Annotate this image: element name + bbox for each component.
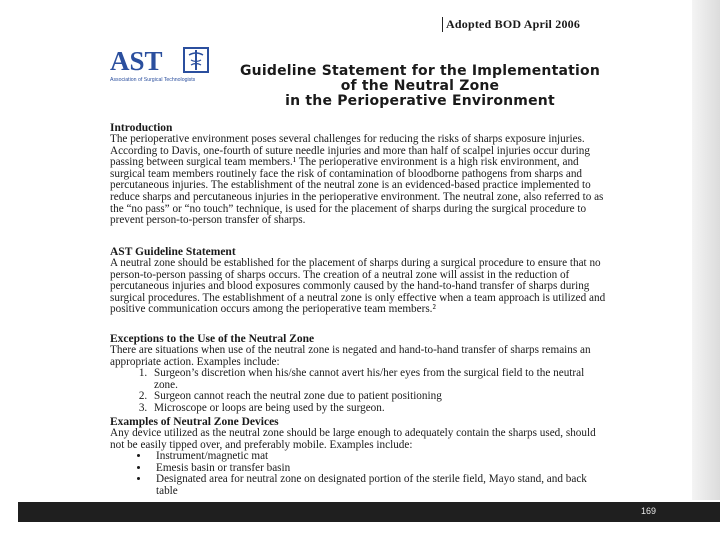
title-line-3: in the Perioperative Environment (285, 93, 555, 109)
guideline-text: A neutral zone should be established for the placement of sharps during a surgical procedure to ensure that no person-to-person passing of sharps occurs. The creation of a neutral zone will assist in the reduction of percutaneous injuries and blood exposures commonly caused by the hand-to-hand transfer of sharps during surgical procedures. The establishment of a neutral zone is only effective when a team approach is utilized and positive communication occurs among the perioperative team members.² (110, 257, 606, 316)
introduction-text: The perioperative environment poses several challenges for reducing the risks of sharps exposure injuries. According to Davis, one-fourth of suture needle injuries and more than half of scalpel injuries occur during passing between surgical team members.¹ The perioperative environment is a high risk environment, and surgical team members routinely face the risk of contamination of bloodborne pathogens from sharps and percutaneous injuries. The establishment of the neutral zone is an evidenced-based practice implemented to reduce sharps and percutaneous injuries in the perioperative environment. The neutral zone, also referred to as the “no pass” or “no touch” technique, is used for the placement of sharps during the surgical procedure to prevent person-to-person transfer of sharps. (110, 133, 604, 227)
introduction-section (110, 122, 610, 227)
exceptions-list (110, 368, 610, 414)
devices-list (110, 451, 610, 497)
title-line-2: of the Neutral Zone (340, 78, 500, 94)
adopted-date: Adopted BOD April 2006 (442, 17, 580, 32)
device-item: • Designated area for neutral zone on designated portion of the sterile field, Mayo stand, and back table (150, 474, 610, 497)
guideline-heading: AST Guideline Statement (110, 246, 236, 258)
devices-section (110, 416, 610, 498)
caduceus-icon (184, 48, 208, 72)
exception-item: 1. Surgeon’s discretion when his/she cannot avert his/her eyes from the surgical field to the neutral zone. (150, 368, 610, 391)
devices-heading: Examples of Neutral Zone Devices (110, 416, 279, 428)
device-item: • Emesis basin or transfer basin (150, 463, 610, 475)
guideline-section (110, 246, 610, 316)
exceptions-section (110, 333, 610, 415)
exception-item: 3. Microscope or loops are being used by the surgeon. (150, 403, 610, 415)
exception-item: 2. Surgeon cannot reach the neutral zone due to patient positioning (150, 391, 610, 403)
logo-abbr: AST (110, 46, 163, 76)
slide-footer-bar (18, 502, 720, 522)
devices-intro: Any device utilized as the neutral zone should be large enough to adequately contain the sharps used, should not be easily tipped over, and preferably mobile. Examples include: (110, 427, 596, 451)
title-line-1: Guideline Statement for the Implementation (239, 63, 601, 79)
page-edge-shadow (692, 0, 720, 500)
logo-full-name: Association of Surgical Technologists (110, 77, 196, 83)
document-title (230, 64, 610, 109)
exceptions-heading: Exceptions to the Use of the Neutral Zone (110, 333, 315, 345)
device-item: • Instrument/magnetic mat (150, 451, 610, 463)
introduction-heading: Introduction (110, 122, 173, 134)
ast-logo (108, 44, 224, 86)
page-number: 169 (640, 506, 656, 516)
ast-logo-graphic (108, 44, 224, 86)
exceptions-intro: There are situations when use of the neutral zone is negated and hand-to-hand transfer of sharps remains an appropriate action. Examples include: (110, 344, 591, 368)
